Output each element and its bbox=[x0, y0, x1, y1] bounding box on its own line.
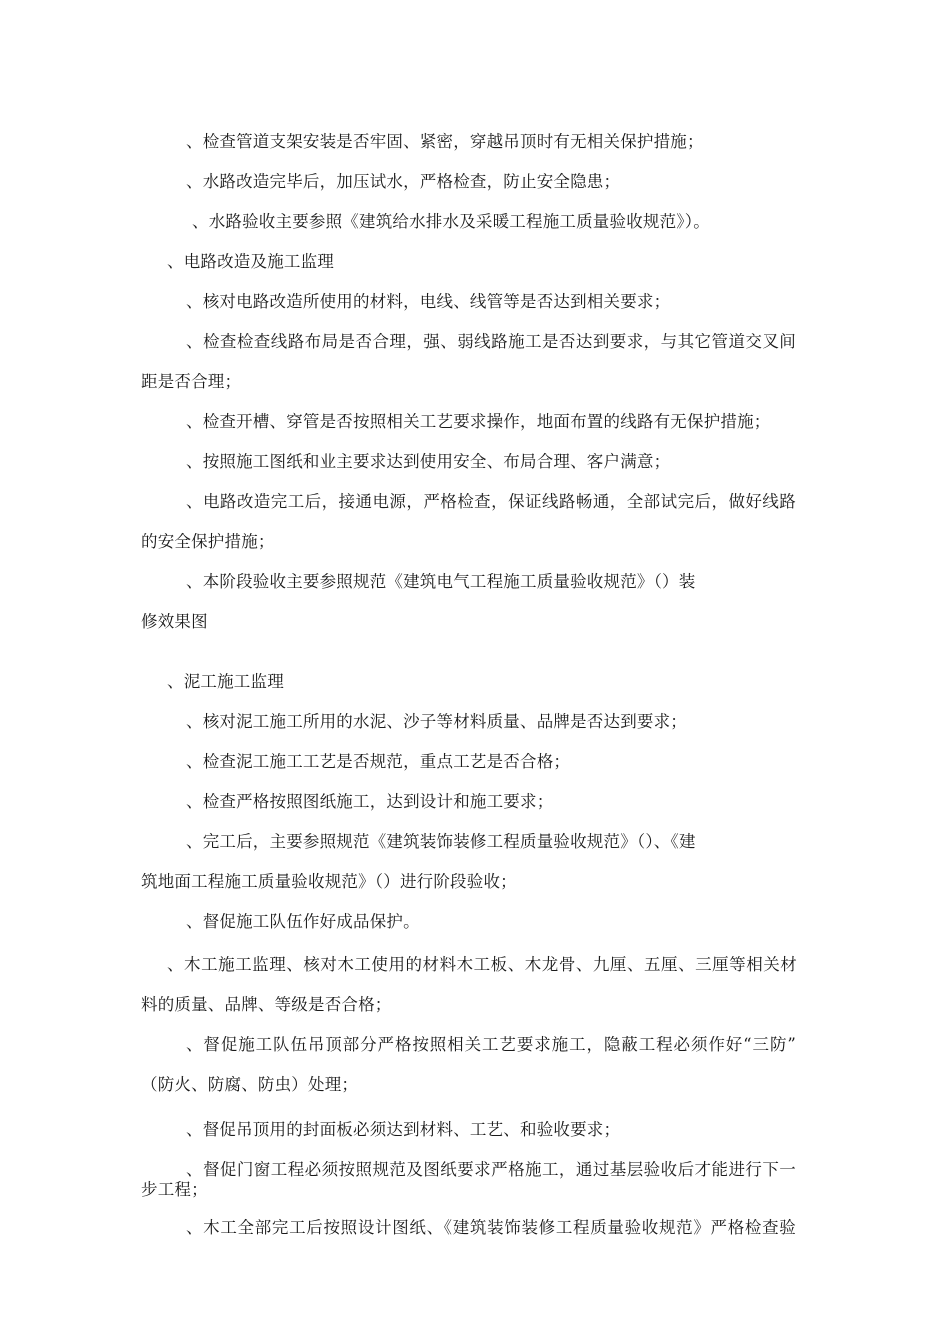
text-line: 、督促施工队伍作好成品保护。 bbox=[186, 912, 420, 931]
text-line: 、按照施工图纸和业主要求达到使用安全、布局合理、客户满意； bbox=[186, 452, 671, 471]
text-line: 、检查管道支架安装是否牢固、紧密，穿越吊顶时有无相关保护措施； bbox=[186, 132, 704, 151]
text-line: 、本阶段验收主要参照规范《建筑电气工程施工质量验收规范》（）装 bbox=[186, 572, 696, 591]
text-line: 筑地面工程施工质量验收规范》（）进行阶段验收； bbox=[141, 872, 517, 891]
text-line: 步工程； bbox=[141, 1180, 208, 1199]
section-heading: 、泥工施工监理 bbox=[167, 672, 284, 691]
text-line: 、水路验收主要参照《建筑给水排水及采暖工程施工质量验收规范》）。 bbox=[192, 212, 710, 231]
text-line: 、水路改造完毕后，加压试水，严格检查，防止安全隐患； bbox=[186, 172, 621, 191]
text-line: 、督促施工队伍吊顶部分严格按照相关工艺要求施工，隐蔽工程必须作好“三防” bbox=[186, 1035, 796, 1054]
text-line: 、核对电路改造所使用的材料，电线、线管等是否达到相关要求； bbox=[186, 292, 671, 311]
text-line: 、电路改造完工后，接通电源，严格检查，保证线路畅通，全部试完后，做好线路 bbox=[186, 492, 796, 511]
text-line: 、检查开槽、穿管是否按照相关工艺要求操作，地面布置的线路有无保护措施； bbox=[186, 412, 771, 431]
text-line: 、完工后，主要参照规范《建筑装饰装修工程质量验收规范》（）、《建 bbox=[186, 832, 696, 851]
text-line: 的安全保护措施； bbox=[141, 532, 275, 551]
text-line: 、督促门窗工程必须按照规范及图纸要求严格施工，通过基层验收后才能进行下一 bbox=[186, 1160, 796, 1179]
text-line: 、木工全部完工后按照设计图纸、《建筑装饰装修工程质量验收规范》严格检查验 bbox=[186, 1218, 796, 1237]
text-line: 、检查检查线路布局是否合理，强、弱线路施工是否达到要求，与其它管道交叉间 bbox=[186, 332, 796, 351]
text-line: 料的质量、品牌、等级是否合格； bbox=[141, 995, 392, 1014]
text-line: 修效果图 bbox=[141, 612, 208, 631]
text-line: 、核对泥工施工所用的水泥、沙子等材料质量、品牌是否达到要求； bbox=[186, 712, 687, 731]
text-line: （防火、防腐、防虫）处理； bbox=[141, 1075, 359, 1094]
text-line: 距是否合理； bbox=[141, 372, 242, 391]
text-line: 、检查严格按照图纸施工，达到设计和施工要求； bbox=[186, 792, 554, 811]
section-heading: 、电路改造及施工监理 bbox=[167, 252, 334, 271]
text-line: 、督促吊顶用的封面板必须达到材料、工艺、和验收要求； bbox=[186, 1120, 621, 1139]
text-line: 、检查泥工施工工艺是否规范，重点工艺是否合格； bbox=[186, 752, 571, 771]
section-heading: 、木工施工监理、核对木工使用的材料木工板、木龙骨、九厘、五厘、三厘等相关材 bbox=[167, 955, 797, 974]
